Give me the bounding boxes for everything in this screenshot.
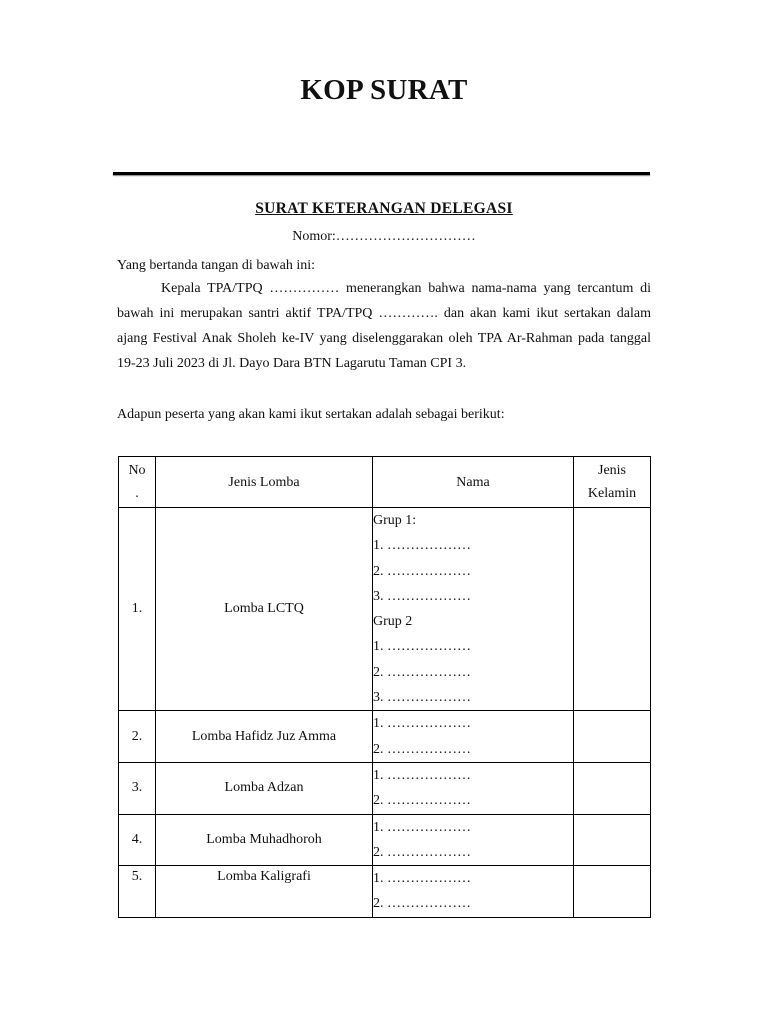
document-title: SURAT KETERANGAN DELEGASI: [255, 200, 513, 217]
table-row: [119, 762, 651, 814]
document-number: Nomor:…………………………: [292, 229, 476, 244]
list-intro-text: Adapun peserta yang akan kami ikut sertakan adalah sebagai berikut:: [117, 407, 505, 422]
table-row: [119, 508, 651, 711]
row-kelamin: [574, 508, 651, 711]
table-header-row: [119, 457, 651, 508]
header-jenis-kelamin: [574, 457, 651, 508]
row-no: 5.: [119, 866, 156, 918]
nama-entry: 1. ………………: [373, 538, 471, 554]
nama-entry: Grup 2: [373, 614, 413, 630]
header-kelamin-line2: Kelamin: [587, 486, 637, 501]
row-kelamin: [574, 711, 651, 763]
row-lomba: Lomba Kaligrafi: [156, 866, 373, 918]
nama-entry: 2. ………………: [373, 563, 471, 579]
row-kelamin: [574, 866, 651, 918]
nama-entry: 2. ………………: [373, 664, 471, 680]
row-no: 4.: [119, 814, 156, 866]
main-paragraph: [117, 276, 651, 376]
main-paragraph-text: Kepala TPA/TPQ …………… menerangkan bahwa nama-nama yang tercantum di bawah ini merupakan santri aktif TPA/TPQ …………. dan akan kami ikut sertakan dalam ajang Festival Anak Sholeh ke-IV yang diselenggarakan oleh TPA Ar-Rahman pada tanggal 19-23 Juli 2023 di Jl. Dayo Dara BTN Lagarutu Taman CPI 3.: [117, 281, 651, 371]
row-lomba: Lomba Adzan: [156, 762, 373, 814]
header-no-line1: No: [128, 463, 146, 478]
row-lomba: Lomba Hafidz Juz Amma: [156, 711, 373, 763]
nama-entry: 1. ………………: [373, 716, 471, 732]
nama-entry: Grup 1:: [373, 513, 417, 528]
nama-entry: 3. ………………: [373, 690, 471, 706]
nama-entry: 1. ………………: [373, 871, 471, 887]
row-no: 3.: [119, 762, 156, 814]
nama-entry: 1. ………………: [373, 767, 471, 783]
nama-entry: 2. ………………: [373, 741, 471, 757]
nama-entry: 2. ………………: [373, 896, 471, 912]
row-nama: [373, 711, 574, 763]
letterhead-title: KOP SURAT: [300, 74, 468, 106]
row-nama: [373, 508, 574, 711]
header-nama: Nama: [373, 457, 574, 508]
row-no: 1.: [119, 508, 156, 711]
row-lomba: Lomba LCTQ: [156, 508, 373, 711]
header-kelamin-line1: Jenis: [598, 463, 626, 478]
nama-entry: 1. ………………: [373, 819, 471, 835]
header-no: [119, 457, 156, 508]
row-no: 2.: [119, 711, 156, 763]
table-row: [119, 711, 651, 763]
row-nama: [373, 814, 574, 866]
row-kelamin: [574, 814, 651, 866]
table-row: [119, 814, 651, 866]
nama-entry: 2. ………………: [373, 793, 471, 809]
row-kelamin: [574, 762, 651, 814]
participant-table: [118, 456, 651, 918]
row-nama: [373, 762, 574, 814]
header-no-line2: .: [135, 486, 139, 501]
table-row: [119, 866, 651, 918]
nama-entry: 3. ………………: [373, 588, 471, 604]
nama-entry: 2. ………………: [373, 844, 471, 860]
letterhead-divider: [113, 172, 650, 175]
intro-text: Yang bertanda tangan di bawah ini:: [117, 258, 316, 273]
header-jenis-lomba: Jenis Lomba: [156, 457, 373, 508]
row-nama: [373, 866, 574, 918]
nama-entry: 1. ………………: [373, 639, 471, 655]
row-lomba: Lomba Muhadhoroh: [156, 814, 373, 866]
